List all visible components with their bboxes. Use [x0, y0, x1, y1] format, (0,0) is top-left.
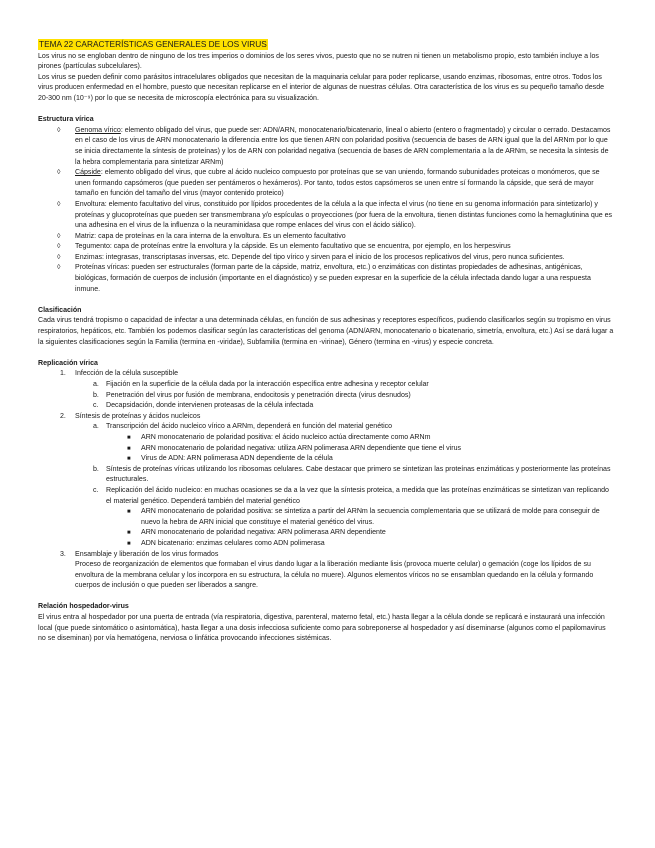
substep-text: Decapsidación, donde intervienen proteasas de la célula infectada [106, 402, 314, 410]
substep-item [75, 380, 615, 391]
section-heading: Clasificación [38, 306, 82, 314]
item-text: Proteínas víricas: pueden ser estructurales (forman parte de la cápside, matriz, envoltura, etc.) o enzimáticas con distintas propiedades de adhesinas, antigénicas, biológicas, formación de cuerpos de inclusión (importante en el diagnóstico) y se pueden expresar en la superficie de la célula infectada dando lugar a una respuesta inmune. [75, 264, 591, 293]
square-bullet-icon: ■ [127, 509, 131, 516]
diamond-bullet-icon: ◊ [57, 243, 61, 251]
section-heading: Relación hospedador-virus [38, 603, 129, 611]
bullet-text: Virus de ADN: ARN polimerasa ADN dependiente de la célula [141, 455, 333, 463]
item-text: Enzimas: integrasas, transcriptasas inversas, etc. Depende del tipo vírico y sirven para el inicio de los procesos replicativos del virus, pero nunca suficientes. [75, 253, 565, 261]
intro-section [38, 52, 615, 105]
square-bullet-icon: ■ [127, 445, 131, 452]
item-text: Tegumento: capa de proteínas entre la envoltura y la cápside. Es un elemento facultativo que se encuentra, por ejemplo, en los herpesvirus [75, 243, 511, 251]
relacion-section [38, 602, 615, 644]
substep-letter: b. [93, 391, 99, 399]
intro-paragraph: Los virus se pueden definir como parásitos intracelulares obligados que necesitan de la maquinaria celular para poder replicarse, usando enzimas, ribosomas, entre otros. Todos los virus producen enfermedad en el hombre, puesto que necesitan replicarse en el interior de algunas de nuestras células. Otra característica de los virus es su pequeño tamaño desde 20-300 nm (10⁻⁹) por lo que se necesita de microscopía electrónica para su visualización. [38, 73, 605, 102]
list-item [38, 200, 615, 232]
relacion-paragraph: El virus entra al hospedador por una puerta de entrada (vía respiratoria, digestiva, parenteral, materno fetal, etc.) hasta llegar a la célula donde se replicará e instaurará una infección local (que puede sintomático o asintomática), hasta llegar a una dosis infecciosa suficiente como para sobreponerse al hospedador y así diseminarse (algunos como el papilomavirus no se diseminan) por vía hematógena, nerviosa o linfática provocando infecciones sistémicas. [38, 614, 606, 643]
clasificacion-section [38, 306, 615, 348]
substep-letter: c. [93, 402, 99, 410]
item-text: : elemento obligado del virus, que puede ser: ADN/ARN, monocatenario/bicatenario, lineal o abierto (entero o fragmentado) y circular o cerrado. Destacamos en el caso de los virus de ARN monocatenario la diferencia entre los que tienen ARN con polaridad positiva (secuencia de bases de ARN igual que la del ARNm por lo que se inicia directamente la síntesis de proteínas) y los de ARN con polaridad negativa (secuencia de bases de ARN complementaria a la de ARNm, se necesita la síntesis de la hebra complementaria para sintetizar ARNm) [75, 126, 611, 166]
section-heading: Estructura vírica [38, 116, 94, 124]
title-block [38, 38, 615, 52]
item-text: Envoltura: elemento facultativo del virus, constituido por lípidos procedentes de la célula a la que infecta el virus (no tiene en su genoma información para sintetizarlo) y proteínas y glucoproteínas que pueden ser transmembrana y/o espículas o proyecciones (por fuera de la envoltura, tienen distintas funciones como la hemaglutinina que es una adhesina en el virus de la influenza o la neuraminidasa que rompe enlaces del virus con el ácido siálico). [75, 200, 613, 230]
substep-letter: a. [93, 381, 99, 388]
bullet-text: ARN monocatenario de polaridad negativa: ARN polimerasa ARN dependiente [141, 529, 386, 537]
clasificacion-paragraph: Cada virus tendrá tropismo o capacidad de infectar a una determinada células, en función de sus adhesinas y receptores específicos, pudiendo clasificarlos según su tropismo en virus respiratorios, hepáticos, etc. También los podemos clasificar según las características del genoma (ADN/ARN, monocatenario o bicatenario, simetría, envoltura, etc.) Así se dará lugar a la siguientes clasificaciones según la Familia (termina en -viridae), Subfamilia (termina en -virinae), Género (termina en -virus) y especie concreta. [38, 317, 614, 346]
step-number: 1. [60, 370, 66, 378]
step-label: Infección de la célula susceptible [75, 370, 179, 378]
step-number: 2. [60, 412, 66, 420]
list-item [38, 263, 615, 295]
bullet-item [106, 454, 615, 465]
estructura-list [38, 126, 615, 296]
diamond-bullet-icon: ◊ [57, 200, 61, 208]
substep-item [75, 391, 615, 402]
bullet-text: ARN monocatenario de polaridad positiva: el ácido nucleico actúa directamente como ARNm [141, 433, 431, 441]
bullet-item [106, 444, 615, 455]
substep-item [75, 422, 615, 464]
substep-text: Penetración del virus por fusión de membrana, endocitosis y penetración directa (virus desnudos) [106, 391, 411, 399]
item-text: : elemento obligado del virus, que cubre al ácido nucleico compuesto por proteínas que se van uniendo, formando subunidades proteicas o monómeros, que se unen formando capsómeros (que pueden ser pentámeros o hexámeros). Por tanto, todos estos capsómeros se unen entre sí formando la cápside, que será de mayor tamaño en función del tamaño del virus (mayor contenido proteico) [75, 169, 600, 198]
replicacion-section [38, 359, 615, 592]
item-text: Matriz: capa de proteínas en la cara interna de la envoltura. Es un elemento facultativo [75, 232, 346, 240]
substep-list [75, 422, 615, 549]
substep-text: Síntesis de proteínas víricas utilizando los ribosomas celulares. Cabe destacar que primero se sintetizan las proteínas enzimáticas y posteriormente las proteínas estructurales. [106, 465, 611, 484]
substep-text: Fijación en la superficie de la célula dada por la interacción específica entre adhesina y receptor celular [106, 381, 429, 388]
bullet-list [106, 433, 615, 465]
replicacion-steps [38, 369, 615, 591]
diamond-bullet-icon: ◊ [57, 232, 61, 240]
page-title: TEMA 22 CARACTERÍSTICAS GENERALES DE LOS VIRUS [39, 39, 267, 49]
square-bullet-icon: ■ [127, 434, 131, 441]
diamond-bullet-icon: ◊ [57, 253, 61, 261]
bullet-text: ADN bicatenario: enzimas celulares como ADN polimerasa [141, 539, 325, 547]
term-label: Genoma vírico [75, 126, 121, 134]
step-item [38, 550, 615, 592]
square-bullet-icon: ■ [127, 456, 131, 463]
list-item [38, 232, 615, 243]
list-item [38, 253, 615, 264]
diamond-bullet-icon: ◊ [57, 126, 61, 134]
substep-text: Transcripción del ácido nucleico vírico a ARNm, dependerá en función del material genético [106, 423, 393, 431]
intro-paragraph: Los virus no se engloban dentro de ninguno de los tres imperios o dominios de los seres vivos, puesto que no se nutren ni tienen un metabolismo propio, esto también incluye a los pirones (partículas subcelulares). [38, 52, 599, 71]
substep-item [75, 486, 615, 550]
diamond-bullet-icon: ◊ [57, 264, 61, 272]
list-item [38, 168, 615, 200]
square-bullet-icon: ■ [127, 540, 131, 547]
step-label: Ensamblaje y liberación de los virus formados [75, 550, 219, 558]
bullet-text: ARN monocatenario de polaridad positiva: se sintetiza a partir del ARNm la secuencia complementaria que se utilizará de molde para conseguir de nuevo la hebra de ARN inicial que constituye el material genético del virus. [141, 508, 600, 526]
substep-letter: a. [93, 423, 99, 431]
substep-item [75, 465, 615, 486]
substep-letter: b. [93, 465, 99, 473]
substep-list [75, 380, 615, 412]
substep-letter: c. [93, 486, 99, 494]
bullet-item [106, 433, 615, 444]
term-label: Cápside [75, 169, 101, 177]
bullet-list [106, 507, 615, 549]
bullet-item [106, 507, 615, 528]
step-item [38, 369, 615, 411]
bullet-item [106, 539, 615, 550]
substep-text: Replicación del ácido nucleico: en muchas ocasiones se da a la vez que la síntesis proteica, a medida que las proteínas enzimáticas se sintetizan van replicando el material genético. Dependerá también del material genético [106, 486, 609, 505]
square-bullet-icon: ■ [127, 530, 131, 537]
estructura-section [38, 115, 615, 295]
bullet-text: ARN monocatenario de polaridad negativa: utiliza ARN polimerasa ARN dependiente que tiene el virus [141, 444, 462, 452]
step-number: 3. [60, 550, 66, 558]
bullet-item [106, 528, 615, 539]
step-item [38, 412, 615, 550]
diamond-bullet-icon: ◊ [57, 169, 61, 177]
step-label: Síntesis de proteínas y ácidos nucleicos [75, 412, 201, 420]
section-heading: Replicación vírica [38, 359, 98, 367]
step-paragraph: Proceso de reorganización de elementos que formaban el virus dando lugar a la liberación mediante lisis (provoca muerte celular) o gemación (coge los lípidos de su envoltura de la membrana celular y los incorpora en su estructura, la célula no muere). Algunos elementos víricos no se ensamblan quedando en la célula y formando cuerpos de inclusión o que pueden ser liberados a sangre. [75, 561, 594, 590]
list-item [38, 126, 615, 168]
list-item [38, 242, 615, 253]
substep-item [75, 401, 615, 412]
